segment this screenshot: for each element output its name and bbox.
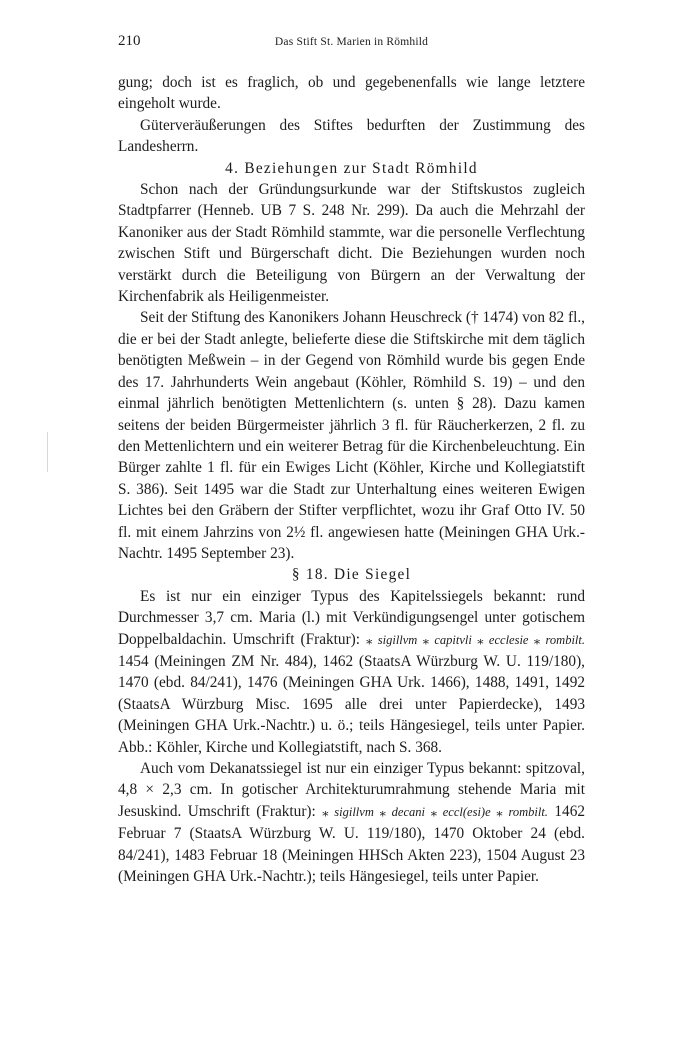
section-heading-town-relations: 4. Beziehungen zur Stadt Römhild bbox=[225, 159, 478, 177]
chapter-seal-text-b: 1454 (Meiningen ZM Nr. 484), 1462 (StaatsA Würzburg W. U. 119/180), 1470 (ebd. 84/241), 1476 (Meiningen GHA Urk. 1466), 1488, 1491, 1492 (StaatsA Würzburg Misc. 1695 alle drei unter Papierdecke), 1493 (Meiningen GHA Urk.-Nachtr.) u. ö.; teils Hängesiegel, teils unter Papier. Abb.: Köhler, Kirche und Kollegiatstift, nach S. 368. bbox=[118, 652, 585, 756]
page-body bbox=[118, 72, 585, 887]
paragraph-deanery-seal bbox=[118, 758, 585, 887]
chapter-seal-text-a: Es ist nur ein einziger Typus des Kapitelssiegels bekannt: rund Durchmesser 3,7 cm. Maria (l.) mit Verkündigungsengel unter gotischem Doppelbaldachin. Umschrift (Fraktur): bbox=[118, 587, 585, 648]
page-number: 210 bbox=[118, 33, 141, 49]
deanery-seal-text-a: Auch vom Dekanatssiegel ist nur ein einziger Typus bekannt: spitzoval, 4,8 × 2,3 cm. In gotischer Architekturumrahmung stehende Maria mit Jesuskind. Umschrift (Fraktur): bbox=[118, 760, 585, 820]
paragraph-property-sales: Güterveräußerungen des Stiftes bedurften der Zustimmung des Landesherrn. bbox=[118, 116, 585, 156]
deanery-seal-text-b: 1462 Februar 7 (StaatsA Würzburg W. U. 119/180), 1470 Oktober 24 (ebd. 84/241), 1483 Februar 18 (Meiningen HHSch Akten 223), 1504 August 23 (Meiningen GHA Urk.-Nachtr.); teils Hängesiegel, teils unter Papier. bbox=[118, 802, 585, 886]
margin-mark bbox=[47, 432, 48, 472]
paragraph-heuschreck-foundation: Seit der Stiftung des Kanonikers Johann Heuschreck († 1474) von 82 fl., die er bei der Stadt anlegte, belieferte diese die Stiftskirche mit dem täglich benötigten Meßwein – in der Gegend von Römhild wurde bis gegen Ende des 17. Jahrhunderts Wein angebaut (Köhler, Römhild S. 19) – und den einmal jährlich benötigten Mettenlichtern (s. unten § 28). Dazu kamen seitens der beiden Bürgermeister jährlich 3 fl. für Räucherkerzen, 2 fl. zu den Mettenlichtern und ein weiterer Betrag für die Kirchenbeleuchtung. Ein Bürger zahlte 1 fl. für ein Ewiges Licht (Köhler, Kirche und Kollegiatstift S. 386). Seit 1495 war die Stadt zur Unterhaltung eines weiteren Ewigen Lichtes bei den Gräbern der Stifter verpflichtet, wozu ihr Graf Otto IV. 50 fl. mit einem Jahrzins von 2½ fl. angewiesen hatte (Meiningen GHA Urk.-Nachtr. 1495 September 23). bbox=[118, 309, 585, 562]
chapter-seal-inscription: ⁎ sigillvm ⁎ capitvli ⁎ ecclesie ⁎ rombilt. bbox=[366, 632, 585, 647]
deanery-seal-inscription: ⁎ sigillvm ⁎ decani ⁎ eccl(esi)e ⁎ rombilt. bbox=[322, 804, 548, 819]
section-heading-seals: § 18. Die Siegel bbox=[291, 566, 412, 584]
paragraph-founding-charter: Schon nach der Gründungsurkunde war der Stiftskustos zugleich Stadtpfarrer (Henneb. UB 7 S. 248 Nr. 299). Da auch die Mehrzahl der Kanoniker aus der Stadt Römhild stammte, war die personelle Verflechtung zwischen Stift und Bürgerschaft dicht. Die Beziehungen wurden noch verstärkt durch die Beteiligung von Bürgern an der Verwaltung der Kirchenfabrik als Heiligenmeister. bbox=[118, 181, 585, 306]
running-title: Das Stift St. Marien in Römhild bbox=[274, 36, 429, 48]
paragraph-continuation: gung; doch ist es fraglich, ob und gegebenenfalls wie lange letztere eingeholt wurde. bbox=[118, 74, 585, 113]
paragraph-chapter-seal bbox=[118, 586, 585, 758]
running-head bbox=[118, 33, 585, 53]
